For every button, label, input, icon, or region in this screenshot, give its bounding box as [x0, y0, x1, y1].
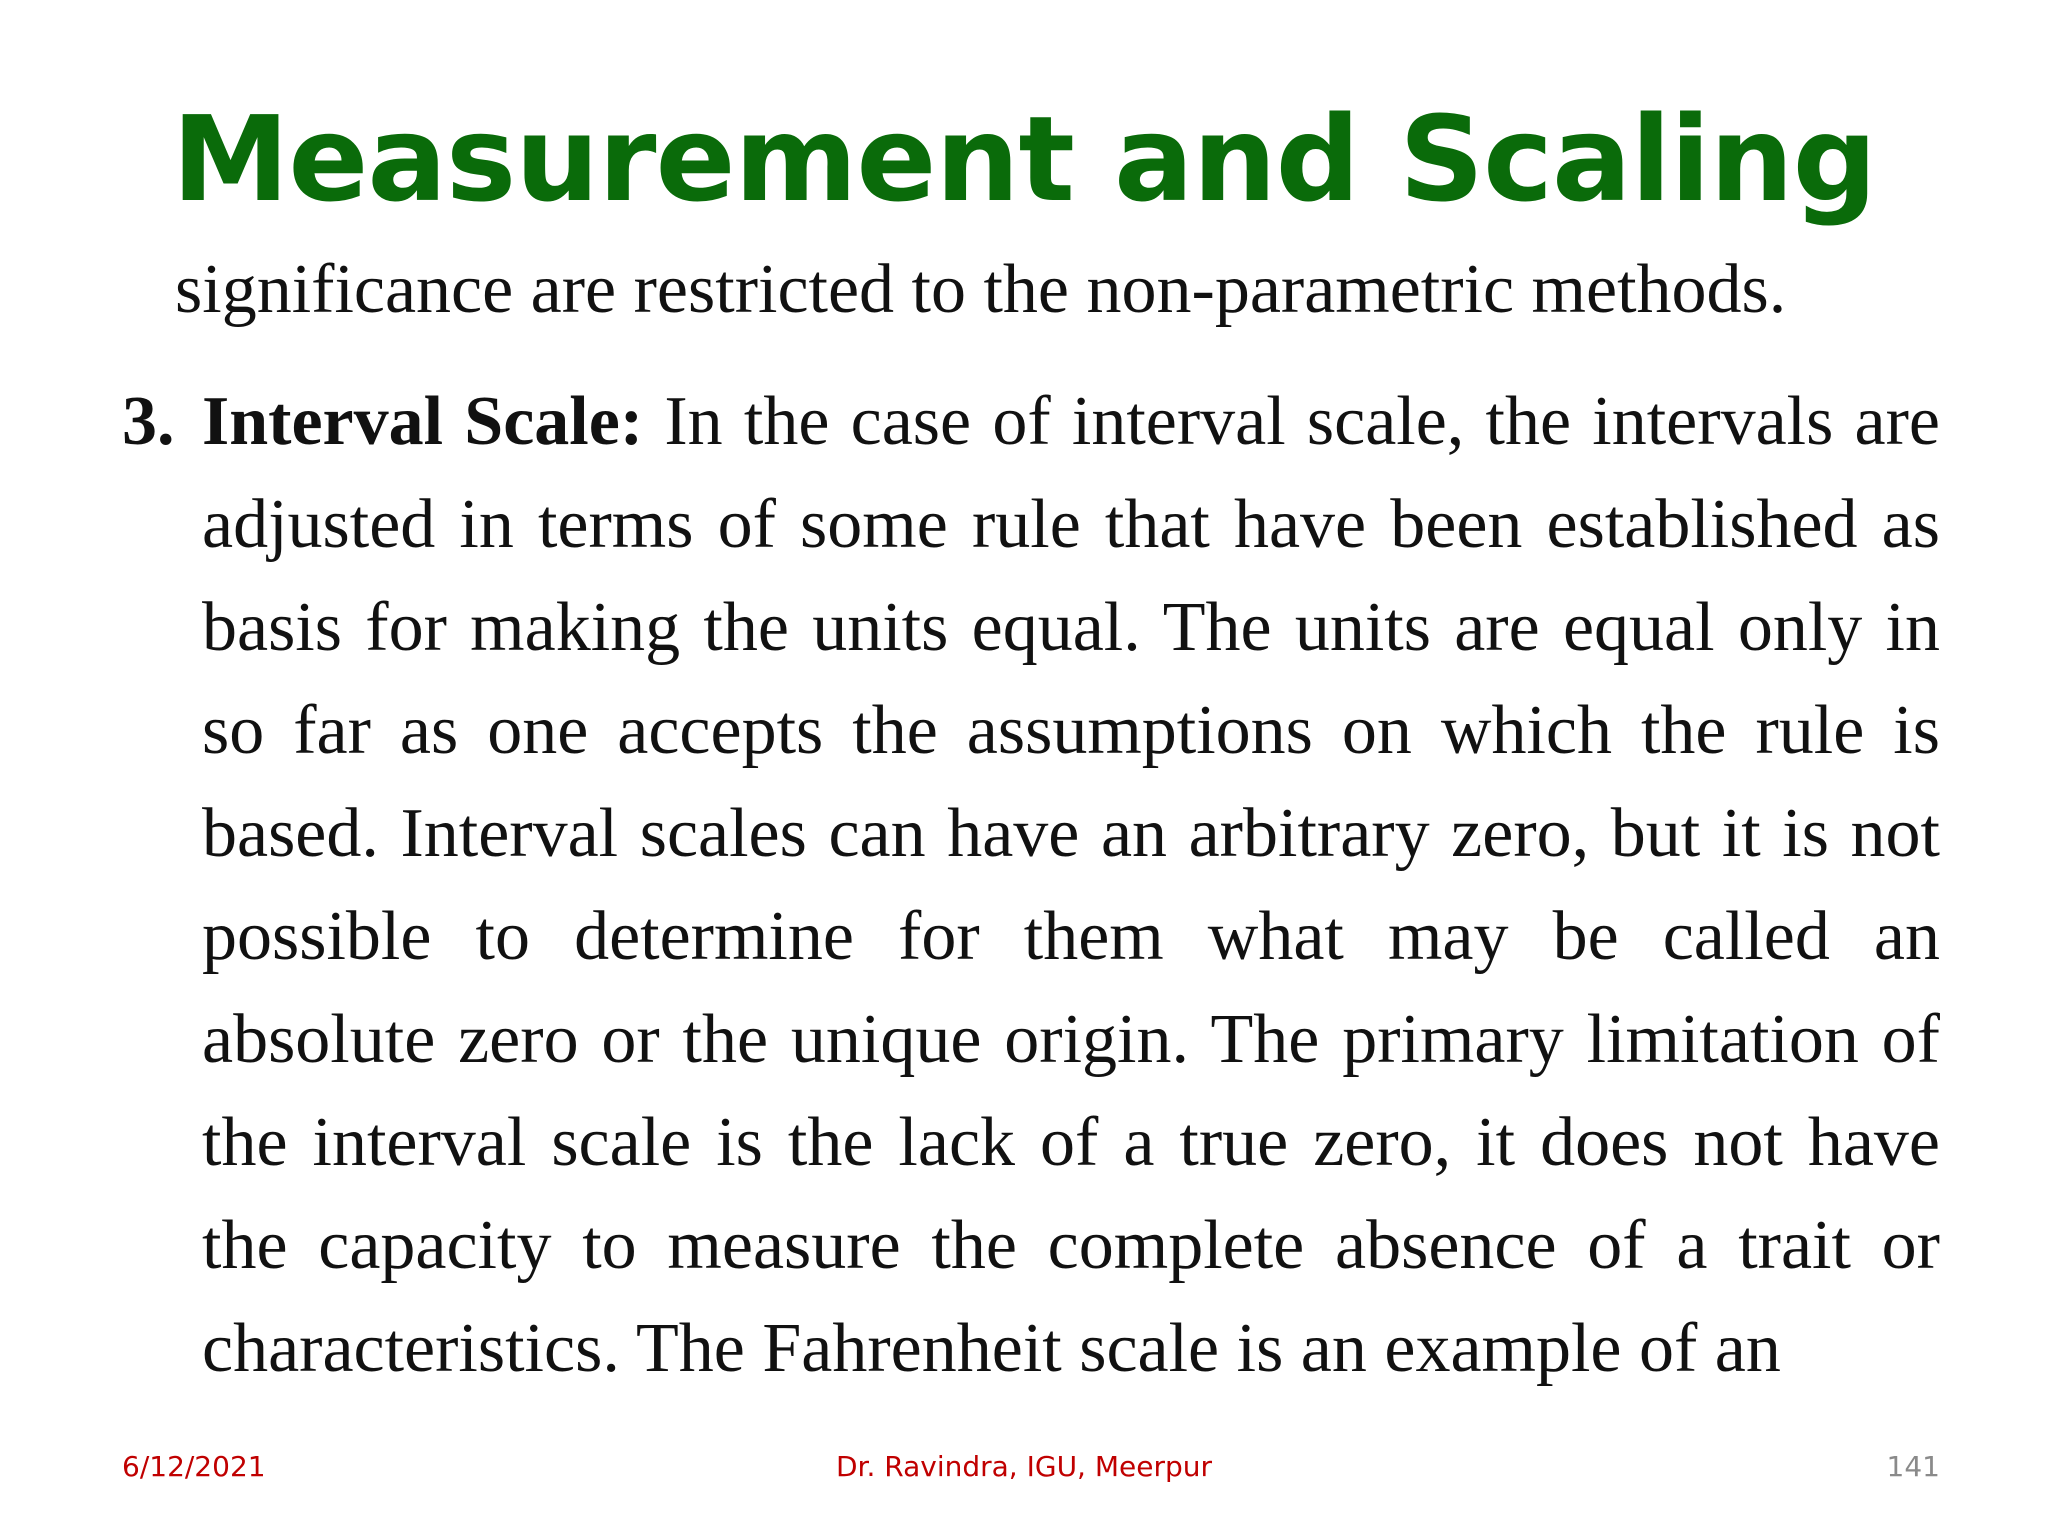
footer-date: 6/12/2021: [122, 1450, 266, 1483]
footer-author: Dr. Ravindra, IGU, Meerpur: [835, 1450, 1213, 1483]
continuation-text: significance are restricted to the non-parametric methods.: [175, 251, 1787, 328]
list-item-body: [202, 370, 1940, 1400]
list-item-text: In the case of interval scale, the intervals are adjusted in terms of some rule that have been established as basis for making the units equal. The units are equal only in so far as one accepts the assumptions on which the rule is based. Interval scales can have an arbitrary zero, but it is not possible to determine for them what may be called an absolute zero or the unique origin. The primary limitation of the interval scale is the lack of a true zero, it does not have the capacity to measure the complete absence of a trait or characteristics. The Fahrenheit scale is an example of an: [202, 383, 1941, 1387]
slide-title: Measurement and Scaling: [171, 90, 1877, 228]
page-number: 141: [1886, 1450, 1940, 1483]
list-item-heading: Interval Scale:: [202, 383, 644, 460]
list-item-interval-scale: [122, 370, 1940, 1400]
list-item-number: 3.: [122, 383, 175, 460]
